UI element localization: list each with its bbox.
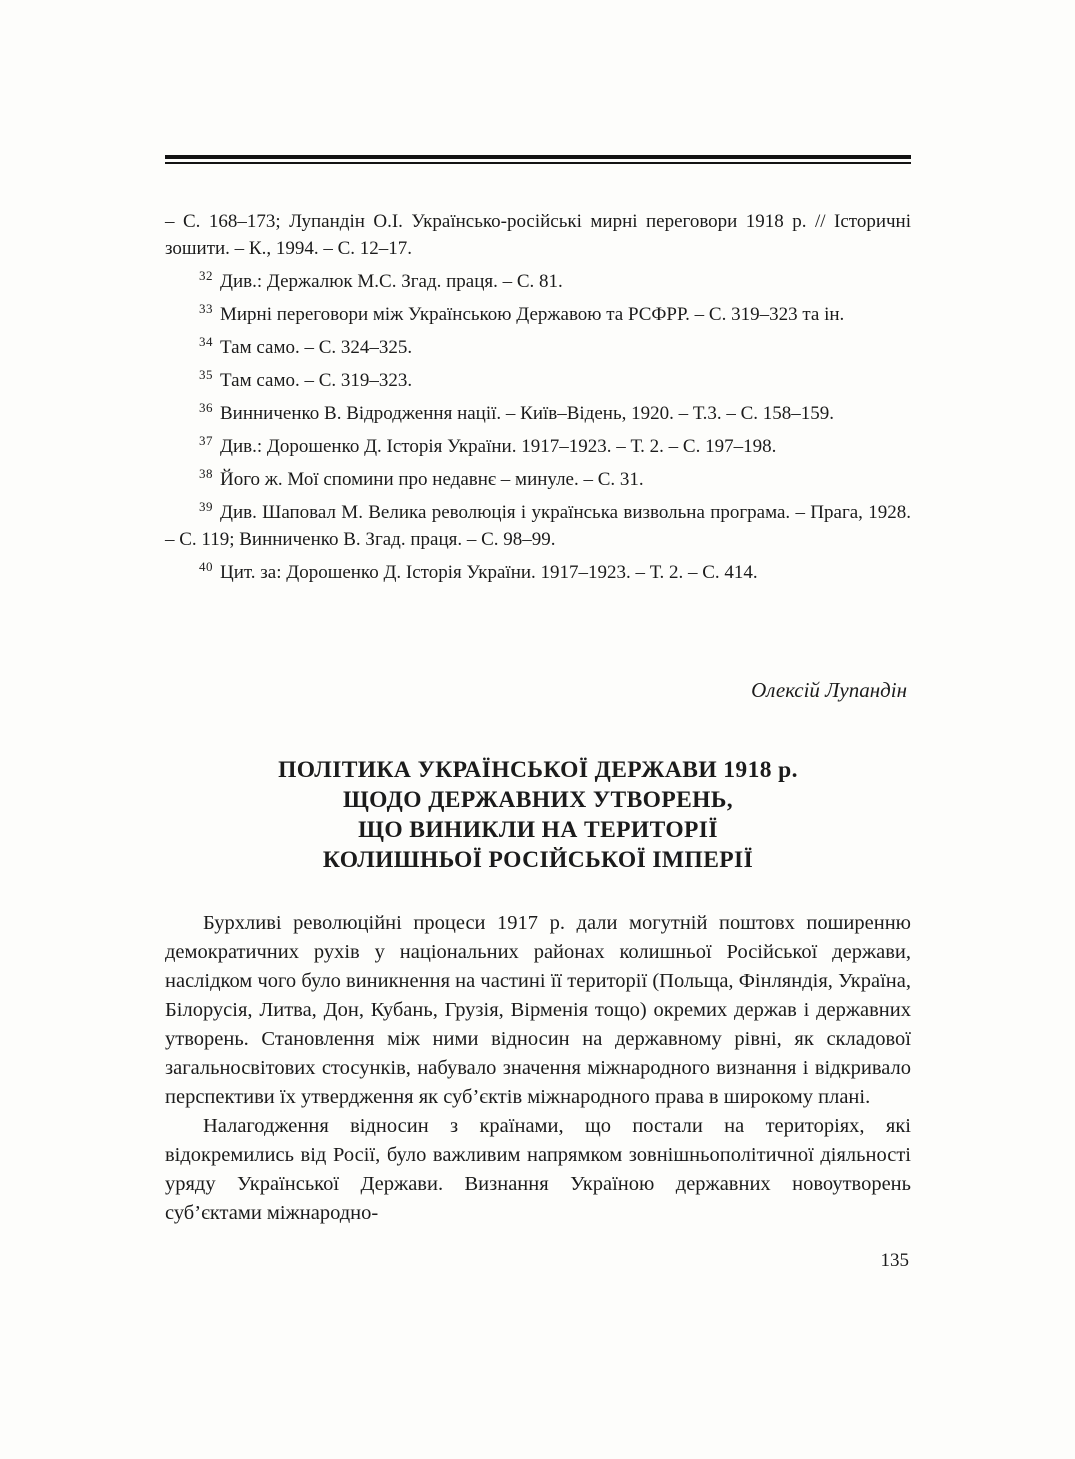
footnote-number: 38 <box>199 466 213 481</box>
footnote-item <box>165 553 911 586</box>
footnote-text: Див.: Держалюк М.С. Згад. праця. – С. 81. <box>220 271 563 292</box>
author-name: Олексій Лупандін <box>751 678 907 702</box>
footnote-number: 33 <box>199 301 213 316</box>
body-paragraph: Бурхливі революційні процеси 1917 р. дали могутній поштовх поширенню демократичних рухів у національних районах колишньої Російської держави, наслідком чого було виникнення на частині її території (Польща, Фінляндія, Україна, Білорусія, Литва, Дон, Кубань, Грузія, Вірменія тощо) окремих держав і державних утворень. Становлення між ними відносин на державному рівні, як складової загальносвітових стосунків, набувало значення міжнародного визнання і відкривало перспективи їх утвердження як суб’єктів міжнародного права в широкому плані. <box>165 912 911 1108</box>
footnote-item <box>165 295 911 328</box>
article-title <box>165 755 911 875</box>
footnote-item <box>165 328 911 361</box>
footnote-item <box>165 262 911 295</box>
header-rule <box>165 155 911 164</box>
footnote-text: Там само. – С. 324–325. <box>220 337 413 358</box>
footnote-text: Цит. за: Дорошенко Д. Історія України. 1917–1923. – Т. 2. – С. 414. <box>220 562 758 583</box>
footnote-text: Там само. – С. 319–323. <box>220 370 413 391</box>
footnote-text: Винниченко В. Відродження нації. – Київ–Відень, 1920. – Т.3. – С. 158–159. <box>220 403 834 424</box>
footnote-number: 37 <box>199 433 213 448</box>
footnote-item <box>165 493 911 553</box>
footnotes-section <box>165 208 911 586</box>
article-title-line: КОЛИШНЬОЇ РОСІЙСЬКОЇ ІМПЕРІЇ <box>322 847 754 873</box>
footnote-item <box>165 460 911 493</box>
footnote-number: 40 <box>199 559 213 574</box>
article-title-line: ЩО ВИНИКЛИ НА ТЕРИТОРІЇ <box>358 817 718 843</box>
footnote-number: 35 <box>199 367 213 382</box>
footnote-number: 32 <box>199 268 213 283</box>
body-paragraph: Налагодження відносин з країнами, що постали на територіях, які відокремились від Росії, було важливим напрямком зовнішньополітичної діяльності уряду Української Держави. Визнання Україною державних новоутворень суб’єктами міжнародно- <box>165 1115 911 1224</box>
footnote-number: 36 <box>199 400 213 415</box>
footnote-item <box>165 427 911 460</box>
footnote-number: 34 <box>199 334 213 349</box>
footnote-text: Мирні переговори між Українською Державою та РСФРР. – С. 319–323 та ін. <box>220 304 845 325</box>
article-body <box>165 909 911 1228</box>
footnote-continuation: – С. 168–173; Лупандін О.І. Українсько-російські мирні переговори 1918 р. // Історичні зошити. – К., 1994. – С. 12–17. <box>165 211 911 259</box>
footnote-text: Див. Шаповал М. Велика революція і українська визвольна програма. – Прага, 1928. – С. 119; Винниченко В. Згад. праця. – С. 98–99. <box>165 502 911 550</box>
article-title-line: ЩОДО ДЕРЖАВНИХ УТВОРЕНЬ, <box>342 787 734 813</box>
footnote-number: 39 <box>199 499 213 514</box>
footnote-item <box>165 394 911 427</box>
article-title-line: ПОЛІТИКА УКРАЇНСЬКОЇ ДЕРЖАВИ 1918 р. <box>278 757 798 783</box>
footnote-item <box>165 361 911 394</box>
footnote-text: Його ж. Мої спомини про недавнє – минуле. – С. 31. <box>220 469 644 490</box>
page-number: 135 <box>880 1250 909 1271</box>
footnote-text: Див.: Дорошенко Д. Історія України. 1917–1923. – Т. 2. – С. 197–198. <box>220 436 777 457</box>
text-block <box>165 155 911 1272</box>
